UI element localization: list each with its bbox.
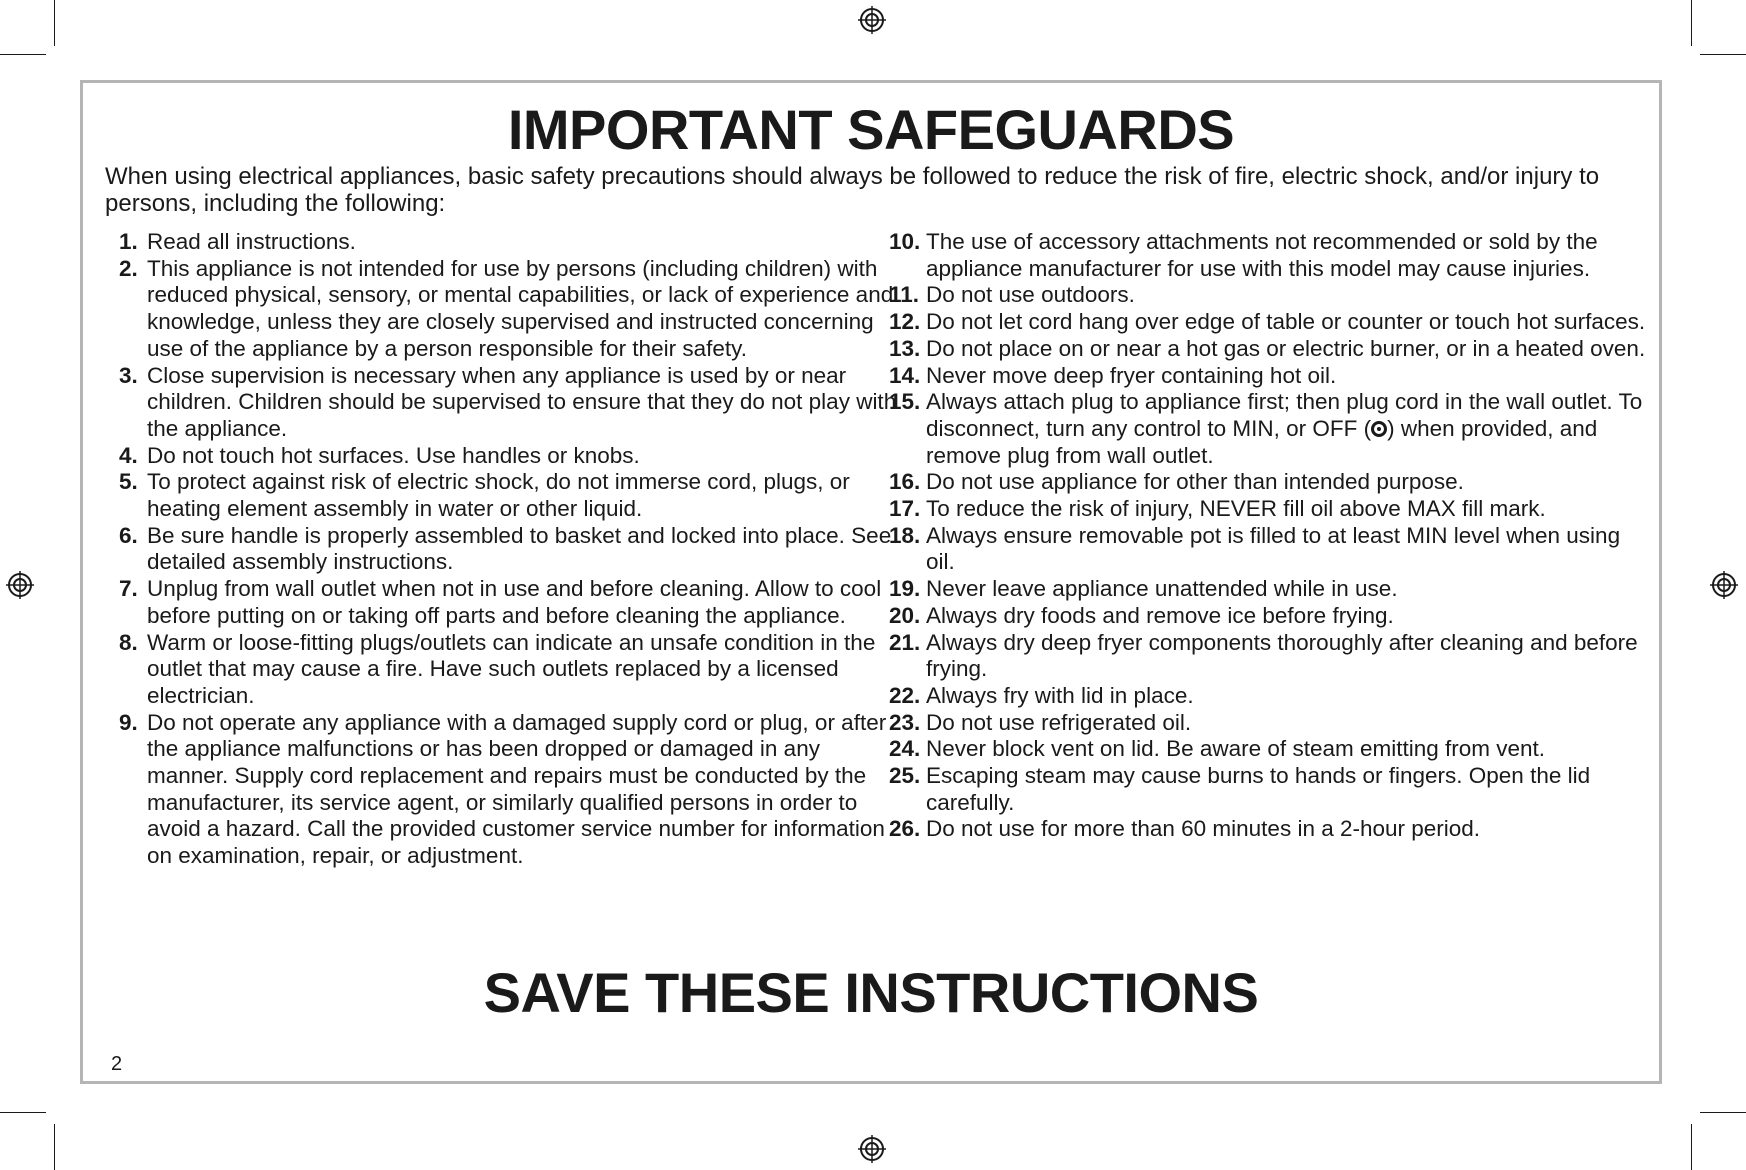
list-item xyxy=(119,229,899,256)
list-item xyxy=(889,523,1649,576)
item-text: Do not use for more than 60 minutes in a 2-hour period. xyxy=(926,816,1481,842)
item-text: This appliance is not intended for use by persons (including children) with reduced physical, sensory, or mental capabilities, or lack of experience and knowledge, unless they are closely supervised and instructed concerning use of the appliance by a person responsible for their safety. xyxy=(147,255,894,361)
page-number: 2 xyxy=(111,1053,123,1075)
item-number: 14. xyxy=(889,362,921,388)
item-text: ) when provided, and remove plug from wall outlet. xyxy=(926,415,1598,468)
item-text: Always ensure removable pot is filled to at least MIN level when using oil. xyxy=(926,522,1621,575)
item-text: Do not place on or near a hot gas or electric burner, or in a heated oven. xyxy=(926,335,1646,361)
item-number: 18. xyxy=(889,522,921,548)
list-item xyxy=(889,309,1649,336)
list-item xyxy=(889,282,1649,309)
item-text: Close supervision is necessary when any appliance is used by or near children. Children should be supervised to ensure that they do not play with the appliance. xyxy=(147,362,897,441)
item-number: 6. xyxy=(119,522,138,548)
list-item xyxy=(119,443,899,470)
registration-mark-icon xyxy=(858,6,886,34)
crop-mark-top-left-v xyxy=(54,0,55,46)
item-text: Always attach plug to appliance first; then plug cord in the wall outlet. To disconnect, turn any control to MIN, or OFF ( xyxy=(926,389,1643,441)
item-text: The use of accessory attachments not recommended or sold by the appliance manufacturer for use with this model may cause injuries. xyxy=(926,229,1598,281)
registration-mark-icon xyxy=(858,1135,886,1163)
item-text: Never block vent on lid. Be aware of steam emitting from vent. xyxy=(926,736,1546,762)
page-title: IMPORTANT SAFEGUARDS xyxy=(507,98,1235,161)
list-item xyxy=(119,363,899,443)
item-number: 3. xyxy=(119,362,138,388)
item-number: 24. xyxy=(889,736,921,762)
list-item xyxy=(119,576,899,629)
item-number: 21. xyxy=(889,629,921,655)
item-text: Do not use outdoors. xyxy=(926,282,1135,308)
item-number: 13. xyxy=(889,335,921,361)
list-item xyxy=(119,630,899,710)
list-item xyxy=(889,683,1649,710)
item-number: 23. xyxy=(889,709,921,735)
list-item xyxy=(889,630,1649,683)
list-item xyxy=(889,469,1649,496)
safeguards-list-right xyxy=(889,229,1649,843)
list-item xyxy=(889,496,1649,523)
safeguards-list-left xyxy=(119,229,899,870)
list-item xyxy=(119,469,899,522)
item-number: 9. xyxy=(119,709,138,735)
safeguards-panel xyxy=(80,80,1662,1084)
save-instructions-heading: SAVE THESE INSTRUCTIONS xyxy=(483,961,1259,1024)
item-number: 11. xyxy=(889,282,920,308)
list-item xyxy=(889,736,1649,763)
item-text: Read all instructions. xyxy=(147,229,356,254)
item-text: Never move deep fryer containing hot oil. xyxy=(926,362,1337,388)
item-text: Do not use refrigerated oil. xyxy=(926,709,1192,735)
item-number: 19. xyxy=(889,576,921,602)
item-number: 25. xyxy=(889,763,921,789)
list-item xyxy=(889,763,1649,816)
crop-mark-bottom-right-v xyxy=(1691,1124,1692,1170)
list-item xyxy=(889,576,1649,603)
item-number: 5. xyxy=(119,469,138,495)
item-number: 2. xyxy=(119,255,138,281)
item-number: 20. xyxy=(889,602,921,628)
list-item xyxy=(889,363,1649,390)
list-item xyxy=(889,603,1649,630)
item-number: 15. xyxy=(889,389,921,415)
intro-text: When using electrical appliances, basic safety precautions should always be followed to reduce the risk of fire, electric shock, and/or injury to persons, including the following: xyxy=(105,163,1600,217)
item-text: Escaping steam may cause burns to hands or fingers. Open the lid carefully. xyxy=(926,763,1591,815)
item-text: Do not let cord hang over edge of table or counter or touch hot surfaces. xyxy=(926,309,1646,335)
list-item xyxy=(889,816,1649,843)
list-item xyxy=(889,710,1649,737)
registration-mark-icon xyxy=(6,571,34,599)
item-number: 16. xyxy=(889,469,921,495)
item-number: 22. xyxy=(889,682,921,708)
item-number: 7. xyxy=(119,576,138,602)
item-text: Never leave appliance unattended while in use. xyxy=(926,576,1398,602)
list-item xyxy=(119,523,899,576)
item-text: To reduce the risk of injury, NEVER fill oil above MAX fill mark. xyxy=(926,496,1546,522)
item-text: Always dry foods and remove ice before frying. xyxy=(926,602,1394,628)
list-item xyxy=(889,229,1649,282)
list-item xyxy=(889,336,1649,363)
item-number: 17. xyxy=(889,496,921,522)
item-text: Be sure handle is properly assembled to basket and locked into place. See detailed assembly instructions. xyxy=(147,522,892,575)
crop-mark-bottom-right-h xyxy=(1700,1112,1746,1113)
item-number: 4. xyxy=(119,442,138,468)
list-item xyxy=(119,256,899,363)
item-text: Warm or loose-fitting plugs/outlets can indicate an unsafe condition in the outlet that may cause a fire. Have such outlets replaced by a licensed electrician. xyxy=(147,629,876,708)
crop-mark-bottom-left-h xyxy=(0,1112,46,1113)
off-icon xyxy=(1371,421,1387,437)
item-text: Always fry with lid in place. xyxy=(926,682,1194,708)
item-number: 8. xyxy=(119,629,138,655)
item-text: Do not operate any appliance with a damaged supply cord or plug, or after the appliance malfunctions or has been dropped or damaged in any manner. Supply cord replacement and repairs must be conducted by the manufacturer, its service agent, or similarly qualified persons in order to avoid a hazard. Call the provided customer service number for information on examination, repair, or adjustment. xyxy=(147,709,887,869)
item-number: 10. xyxy=(889,229,921,254)
item-text: Unplug from wall outlet when not in use and before cleaning. Allow to cool before putting on or taking off parts and before cleaning the appliance. xyxy=(147,576,882,628)
crop-mark-bottom-left-v xyxy=(54,1124,55,1170)
crop-mark-top-right-h xyxy=(1700,54,1746,55)
registration-mark-icon xyxy=(1710,571,1738,599)
item-number: 12. xyxy=(889,309,921,335)
crop-mark-top-right-v xyxy=(1691,0,1692,46)
item-text: Do not use appliance for other than intended purpose. xyxy=(926,469,1464,495)
list-item xyxy=(119,710,899,870)
item-number: 1. xyxy=(119,229,138,254)
item-text: Do not touch hot surfaces. Use handles or knobs. xyxy=(147,442,640,468)
item-text: Always dry deep fryer components thoroughly after cleaning and before frying. xyxy=(926,629,1638,682)
item-number: 26. xyxy=(889,816,921,842)
crop-mark-top-left-h xyxy=(0,54,46,55)
item-text: To protect against risk of electric shock, do not immerse cord, plugs, or heating element assembly in water or other liquid. xyxy=(147,469,850,522)
list-item xyxy=(889,389,1649,469)
